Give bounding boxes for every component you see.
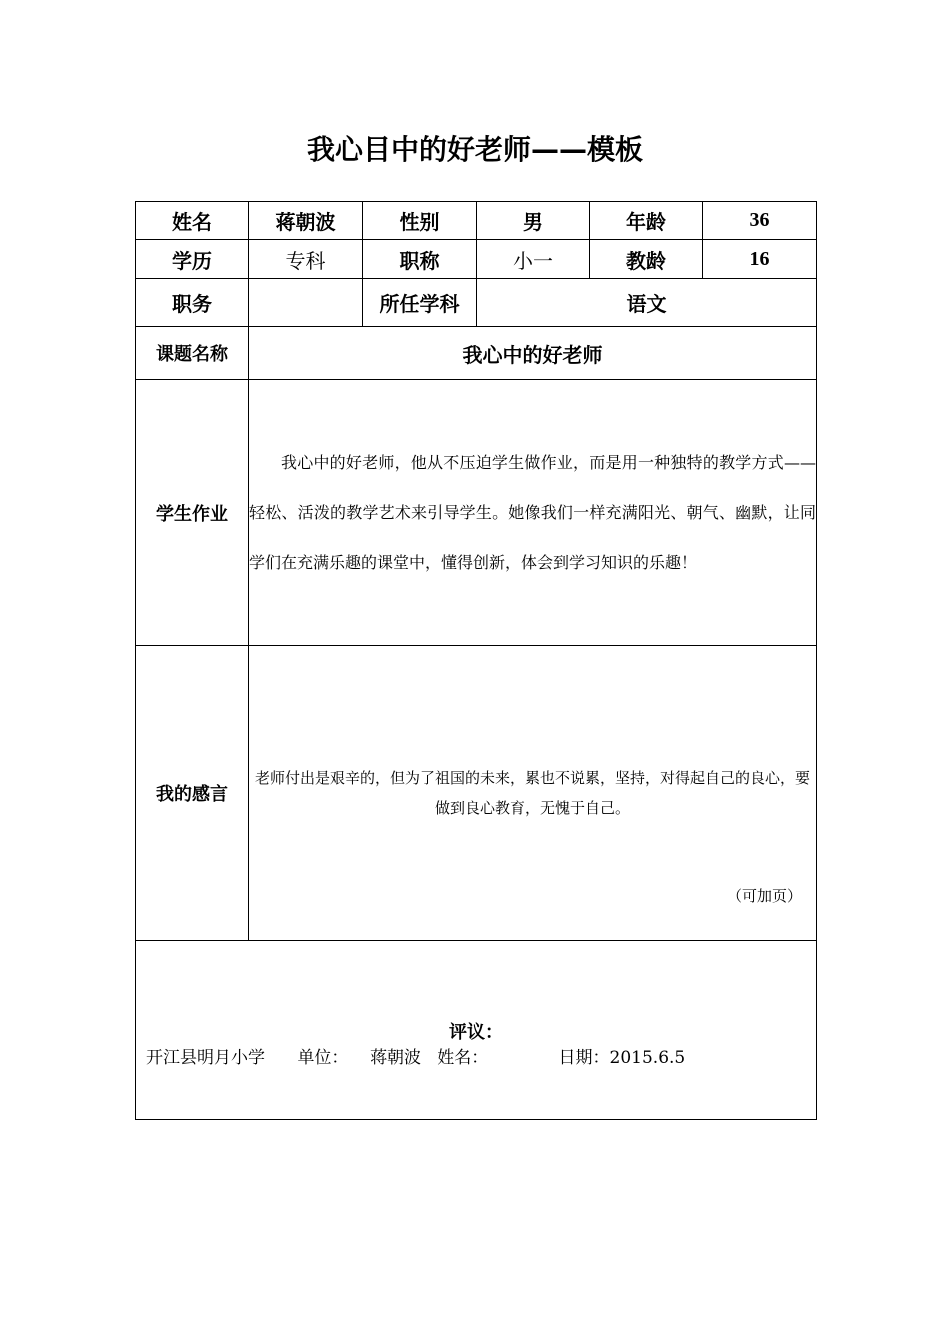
form-row-homework [136,380,817,646]
rank-value: 小一 [477,240,590,279]
teaching-years-value: 16 [703,240,817,279]
signature-line [146,1043,685,1068]
subject-value: 语文 [477,279,817,327]
date-label: 日期： [558,1048,610,1068]
page-title: 我心目中的好老师——模板 [306,133,643,166]
rank-label: 职称 [363,240,477,279]
topic-label: 课题名称 [136,327,249,380]
form-row-basic-2 [136,240,817,279]
teaching-years-label: 教龄 [590,240,703,279]
subject-label: 所任学科 [363,279,477,327]
unit-label: 单位： [297,1048,349,1068]
date-value: 2015.6.5 [609,1048,686,1068]
education-label: 学历 [136,240,249,279]
name-label: 姓名 [136,202,249,240]
unit-name: 开江县明月小学 [146,1048,265,1068]
gender-label: 性别 [363,202,477,240]
name-value: 蒋朝波 [249,202,363,240]
homework-cell [249,380,817,646]
feelings-cell [249,646,817,941]
topic-value: 我心中的好老师 [249,327,817,380]
form-row-basic-3 [136,279,817,327]
form-row-topic [136,327,817,380]
form-row-feelings [136,646,817,941]
add-page-note: （可加页） [726,887,802,905]
duty-value [249,279,363,327]
age-label: 年龄 [590,202,703,240]
form-row-basic-1 [136,202,817,240]
age-value: 36 [703,202,817,240]
person-label: 姓名： [437,1048,489,1068]
homework-label: 学生作业 [136,380,249,646]
education-value: 专科 [249,240,363,279]
comment-cell [136,941,817,1120]
feelings-text: 老师付出是艰辛的，但为了祖国的未来，累也不说累，坚持，对得起自己的良心，要做到良心教育，无愧于自己。 [254,769,810,817]
comment-label: 评议： [449,1022,503,1043]
feelings-label: 我的感言 [136,646,249,941]
form-row-comment [136,941,817,1120]
teacher-form-table [135,201,817,1120]
homework-text: 我心中的好老师，他从不压迫学生做作业，而是用一种独特的教学方式——轻松、活泼的教学艺术来引导学生。她像我们一样充满阳光、朝气、幽默，让同学们在充满乐趣的课堂中，懂得创新，体会到学习知识的乐趣！ [249,452,816,572]
duty-label: 职务 [136,279,249,327]
gender-value: 男 [477,202,590,240]
person-name: 蒋朝波 [370,1048,422,1068]
